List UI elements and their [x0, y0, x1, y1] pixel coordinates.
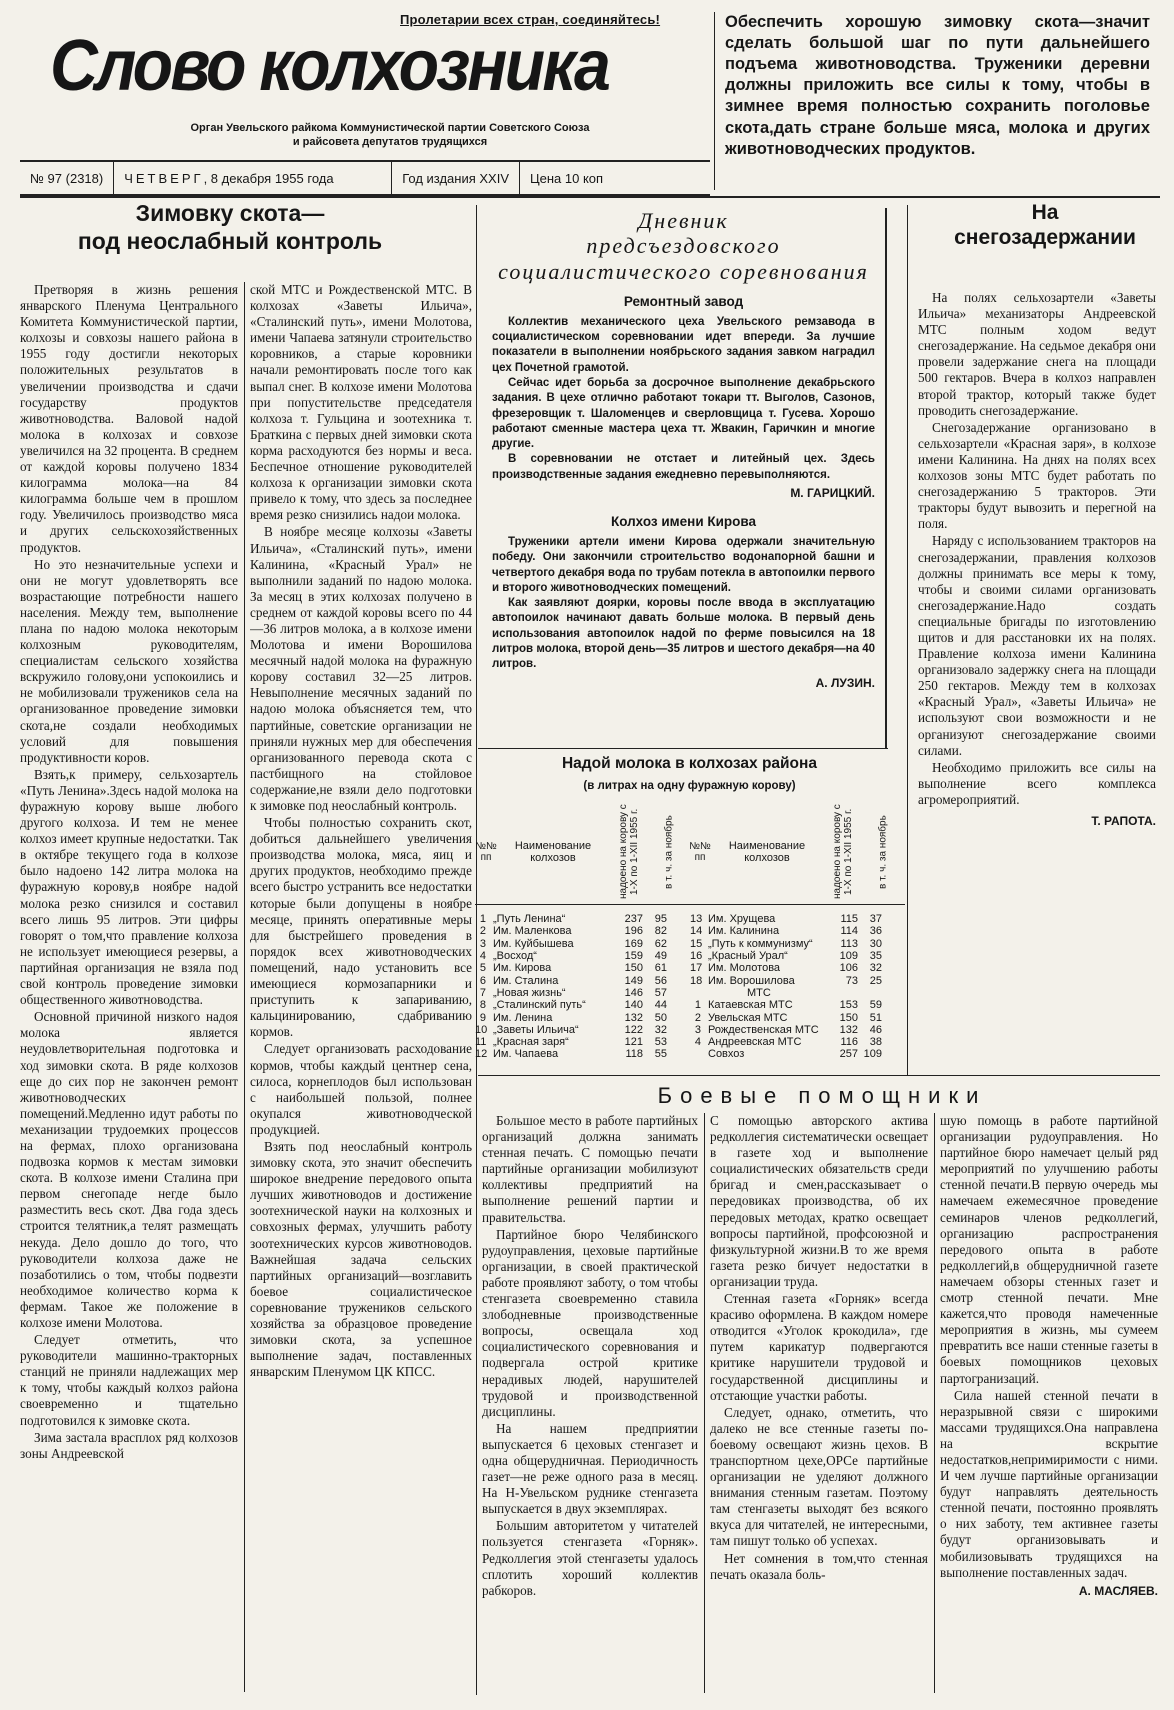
bottom-section-rule [478, 1075, 1160, 1076]
table-row [475, 1036, 690, 1048]
table-row [690, 925, 905, 937]
diary-bottom-rule [478, 748, 888, 749]
row-number [730, 987, 743, 999]
paragraph: Партийное бюро Челябинского рудоуправления, цеховые партийные организации, в своей практической работе проявляют заботу, о том чтобы стенгазета своевременно ставила злободневные производственные вопросы, освещала ход социалистического соревнования и подвергала острой критике нерадивых людей, нарушителей трудовой и производственной дисциплины. [482, 1226, 698, 1419]
header-total: надоено на корову с 1-Х по 1-ХII 1955 г. [618, 804, 640, 900]
organ-line [130, 122, 650, 150]
row-number: 7 [479, 986, 486, 999]
paragraph: Снегозадержание организовано в сельхозартели «Красная заря», в колхозе имени Калинина. На днях на полях всех колхозов зоны МТС будет работать по снегозадержанию 5 тракторов. Эти тракторы будут вывозить и перегной на поля. [918, 419, 1156, 532]
header-name: Наименование колхозов [728, 839, 806, 864]
row-name: Совхоз [708, 1048, 745, 1061]
row-number: 12 [475, 1048, 488, 1061]
table-row [475, 913, 690, 925]
row-number: 13 [690, 913, 703, 925]
issue-price: Цена 10 коп [530, 170, 604, 186]
row-total: 153 [839, 999, 858, 1012]
row-number: 6 [479, 974, 486, 987]
paragraph: Сейчас идет борьба за досрочное выполнение декабрьского задания. В цехе отлично работают токари тт. Выголов, Сазонов, фрезеровщик т. Шаломенцев и сверловщица т. Гусева. Хорошо работают сменные мастера цеха тт. Жвакин, Гаричкин и многие другие. [492, 377, 875, 451]
row-number: 10 [475, 1023, 488, 1036]
left-headline-line-1: Зимовку скота— [135, 200, 325, 226]
row-name: Им. Кирова [493, 962, 552, 975]
issue-day: ЧЕТВЕРГ [124, 170, 204, 186]
table-row [475, 950, 690, 962]
paragraph: Зима застала врасплох ряд колхозов зоны Андреевской [20, 1429, 238, 1461]
table-row [690, 1048, 905, 1060]
row-number: 17 [690, 962, 703, 975]
issue-info-bar [20, 160, 710, 196]
row-november: 95 [654, 913, 667, 925]
paragraph: Чтобы полностью сохранить скот, добиться дальнейшего увеличения производства молока, мяса, яиц и других продуктов, необходимо прежде всего быстро устранить все недостатки которые были допущены в ноябре месяце, принять оперативные меры для быстрейшего проведения в порядок всех животноводческих помещений, надо установить все имеющиеся кормозапарники и приступить к запариванию, кальцинированию, сдабриванию кормов. [250, 815, 472, 1040]
row-total: 115 [840, 913, 858, 925]
row-november: 38 [869, 1036, 882, 1049]
bottom-article-signature: А. МАСЛЯЕВ. [1078, 1583, 1158, 1598]
diary-signature: А. ЛУЗИН. [815, 675, 875, 690]
row-number: 2 [694, 1011, 701, 1024]
row-november [883, 987, 905, 999]
row-number: 5 [479, 962, 486, 975]
table-row [475, 1012, 690, 1024]
paragraph: Взять,к примеру, сельхозартель «Путь Ленина».Здесь надой молока на фуражную корову выше любого другого колхоза. И тем не менее колхоз имеет крупные недостатки. Так в октябре текущего года в колхозе было надоено 142 литра молока на фуражную корову,в ноябре надой молока резко снизился и составил всего лишь 95 литров. Эти цифры говорят о том,что правление колхоза не использует имеющиеся резервы, а партийная организация не взяла под свой контроль проведение зимовки общественного животноводства. [20, 766, 238, 1008]
row-name: Им. Калинина [708, 925, 780, 938]
table-row [475, 975, 690, 987]
paragraph: Сила нашей стенной печати в неразрывной связи с широкими массами трудящихся.Она направлена на вскрытие недостатков,непримиримости с ними. И чем лучше партийные организации будут направлять деятельность стенной печати, постоянно проявлять о них заботу, тем активнее газеты будут организовывать и мобилизовывать трудящихся на выполнение поставленных задач. [940, 1387, 1158, 1580]
table-row [475, 999, 690, 1011]
row-name: Им. Молотова [708, 962, 781, 975]
bottom-article-col-2 [710, 1113, 928, 1693]
table-row [475, 987, 690, 999]
right-article-col [918, 290, 1156, 1050]
row-name: Увельская МТС [708, 1011, 788, 1024]
bottom-article-col-1 [482, 1113, 698, 1693]
row-total: 114 [840, 925, 858, 938]
header-num: №№ пп [689, 841, 711, 863]
row-name: Рождественская МТС [708, 1023, 819, 1036]
row-total: 116 [840, 1036, 858, 1049]
paragraph: С помощью авторского актива редколлегия систематически освещает в газете ход и выполнение социалистических обязательств среди бригад и смен,рассказывает о передовиках производства, об их передовых методах, кратко освещает вопросы партийной, профсоюзной и физкультурной жизни.В то же время газета резко бичует недостатки в организации труда. [710, 1113, 928, 1289]
table-row [690, 913, 905, 925]
row-november: 49 [654, 949, 667, 962]
header-num: №№ пп [475, 841, 497, 863]
row-november: 32 [654, 1023, 667, 1036]
paragraph: Наряду с использованием тракторов на снегозадержании, правления колхозов должны принимать все меры к тому, чтобы и своими силами организовать снегозадержание.Надо создать специальные бригады по изготовлению щитов и для расстановки их на полях. Правление колхоза имени Калинина организовало задержку снега на площади 250 гектаров. Между тем в колхозах «Красный Урал», «Заветы Ильича» не используют свои возможности и не организуют снегозадержание своими силами. [918, 533, 1156, 758]
row-name: „Заветы Ильича“ [493, 1023, 579, 1036]
row-total: 122 [624, 1023, 643, 1036]
table-row [690, 1036, 905, 1048]
row-november: 25 [869, 974, 882, 987]
diary-title [482, 208, 885, 284]
issue-date-text: , 8 декабря 1955 года [203, 170, 334, 186]
row-name: Им. Ворошилова [708, 974, 795, 987]
row-number: 2 [479, 925, 486, 938]
row-name: Им. Куйбышева [493, 937, 574, 950]
row-name: „Путь Ленина“ [493, 913, 566, 925]
left-article-headline [30, 200, 430, 255]
table-row [475, 938, 690, 950]
row-name: „Красная заря“ [493, 1036, 569, 1049]
paragraph: Как заявляют доярки, коровы после ввода в эксплуатацию автопоилок начинают давать больше молока. В первый день использования автопоилок надой по ферме повысился на 18 литров молока, второй день—35 литров и шестого декабря—на 40 литров. [492, 597, 875, 671]
masthead-divider [714, 12, 715, 190]
table-row [690, 938, 905, 950]
row-november: 56 [654, 974, 667, 987]
row-november: 44 [654, 999, 667, 1012]
paragraph: Взять под неослабный контроль зимовку скота, это значит обеспечить широкое внедрение передового опыта лучших животноводов и достижение зоотехнической науки на колхозных и совхозных фермах, улучшить работу зоотехнических курсов животноводов. Важнейшая задача сельских партийных организаций—возглавить боевое социалистическое соревнование тружеников сельского хозяйства за образцовое проведение зимовки скота, за успешное выполнение задач, поставленных январским Пленумом ЦК КПСС. [250, 1138, 472, 1380]
paragraph: Основной причиной низкого надоя молока является неудовлетворительная подготовка и ход зимовки скота. В ряде колхозов еще до сих пор не закончен ремонт животноводческих помещений.Медленно идут работы по механизации трудоемких процессов на фермах, плохо организована подвозка кормов к местам зимовки скота. В колхозе имени Сталина при первом снегопаде негде было разместить весь скот. Два года здесь строится телятник,а телят размещать некуда. Дело дошло до того, что руководители колхоза даже не позаботились о том, чтобы подвезти необходимое количество корма к фермам. Такое же положение в колхозе имени Молотова. [20, 1009, 238, 1330]
row-total: 150 [624, 962, 643, 975]
row-total: 140 [624, 999, 643, 1012]
row-total: 118 [625, 1048, 643, 1061]
top-note: Обеспечить хорошую зимовку скота—значит сделать большой шаг по пути дальнейшего подъема животноводства. Труженики деревни должны приложить все силы к тому, чтобы в зимнее время полностью сохранить поголовье скота,дать стране больше мяса, молока и других животноводческих продуктов. [725, 13, 1150, 158]
diary-signature: М. ГАРИЦКИЙ. [790, 485, 875, 500]
row-november: 62 [654, 937, 667, 950]
row-november: 30 [869, 937, 882, 950]
left-article-col-1 [20, 282, 238, 1692]
row-november: 53 [654, 1036, 667, 1049]
table-row [475, 962, 690, 974]
paragraph: Коллектив механического цеха Увельского ремзавода в социалистическом соревновании идет впереди. За лучшие показатели в выполнении ноябрьского задания завком наградил цех Почетной грамотой. [492, 315, 875, 374]
row-name: Андреевская МТС [708, 1036, 802, 1049]
row-number: 15 [690, 937, 703, 950]
left-headline-line-2: под неослабный контроль [77, 227, 383, 254]
table-row [690, 1024, 905, 1036]
row-number: 3 [694, 1023, 701, 1036]
row-number: 1 [479, 913, 486, 925]
paragraph: Следует организовать расходование кормов, чтобы каждый центнер сена, силоса, корнеплодов был использован с наибольшей пользой, полнее окупался животноводческой продукцией. [250, 1041, 472, 1137]
bottom-article-headline: Боевые помощники [657, 1083, 987, 1108]
row-number: 3 [479, 937, 486, 950]
row-total: 132 [839, 1023, 858, 1036]
row-november: 35 [869, 949, 882, 962]
milk-table-title: Надой молока в колхозах района [561, 755, 818, 772]
organ-line-2: и райсовета депутатов трудящихся [292, 135, 488, 148]
table-row [690, 987, 905, 999]
row-total [856, 987, 883, 999]
diary-title-line-2: предсъездовского [586, 233, 781, 259]
header-total: надоено на корову с 1-Х по 1-ХII 1955 г. [832, 804, 854, 900]
table-row [690, 962, 905, 974]
paragraph: Стенная газета «Горняк» всегда красиво оформлена. В каждом номере отводится «Уголок крокодила», где путем карикатур подвергаются критике нарушители трудовой и государственной дисциплины и отстающие участки работы. [710, 1291, 928, 1403]
column-divider [704, 1113, 705, 1693]
table-row [690, 999, 905, 1011]
row-number: 8 [479, 999, 486, 1012]
row-name: „Красный Урал“ [708, 949, 788, 962]
row-total: 149 [624, 974, 643, 987]
diary-section-title: Ремонтный завод [623, 293, 744, 309]
row-number: 16 [690, 949, 703, 962]
paragraph: Следует отметить, что руководители машинно-тракторных станций не приняли надлежащих мер к тому, чтобы каждый колхоз района своевременно и тщательно подготовился к зимовке скота. [20, 1332, 238, 1428]
paragraph: Но это незначительные успехи и они не могут удовлетворять все возрастающие потребности нашего населения. Между тем, выполнение плана по надою молока некоторым колхозным руководителям, специалистам сельского хозяйства вскружило голову,они успокоились и не мобилизовали тружеников села на организованное проведение зимовки скота,не создали необходимых условий для повышения продуктивности коров. [20, 556, 238, 765]
right-article-signature: Т. РАПОТА. [1091, 814, 1156, 828]
column-divider [244, 282, 245, 1692]
newspaper-title: Слово колхозника [50, 26, 609, 106]
milk-table [475, 800, 905, 1061]
row-name: Им. Маленкова [493, 925, 572, 938]
bottom-article-col-3 [940, 1113, 1158, 1693]
row-number: 4 [479, 949, 486, 962]
paragraph: В ноябре месяце колхозы «Заветы Ильича», «Сталинский путь», имени Калинина, «Красный Урал» не выполнили заданий по надою молока. За месяц в этих колхозах получено в среднем от каждой коровы всего по 44—36 литров молока, а в колхозе имени Молотова и имени Ворошилова месячный надой молока на фуражную корову составил 32—25 литров. Невыполнение месячных заданий по надою молока объясняется тем, что партийные, советские организации не приняли нужных мер для обеспечения организованного перевода скота с пастбищного на стойловое содержание,не взяли дело подготовки к зимовке под неослабный контроль. [250, 524, 472, 813]
issue-date [114, 162, 392, 194]
issue-year: Год издания XXIV [392, 162, 520, 194]
table-row [690, 1012, 905, 1024]
milk-table-body [475, 905, 905, 1061]
row-name: Катаевская МТС [708, 999, 793, 1012]
masthead [20, 10, 710, 195]
milk-table-right-half [690, 913, 905, 1061]
paragraph: ской МТС и Рождественской МТС. В колхозах «Заветы Ильича», «Сталинский путь», имени Молотова, имени Чапаева затянули строительство коровников, а старые коровники начали ремонтировать после того как выпал снег. В колхозе имени Молотова при попустительстве председателя колхоза т. Гульцина и зоотехника т. Браткина с первых дней зимовки скота корма расходуются без нормы и веса. Беспечное отношение руководителей колхоза к организации зимовки скота привело к тому, что здесь за последнее время резко снизились надои молока. [250, 282, 472, 523]
row-name: Им. Чапаева [493, 1048, 559, 1061]
row-november: 61 [654, 962, 667, 975]
row-number: 1 [694, 999, 701, 1012]
row-november: 32 [869, 962, 882, 975]
row-number [690, 1048, 704, 1060]
row-total: 113 [840, 937, 858, 950]
row-total: 73 [845, 974, 858, 987]
paragraph: Труженики артели имени Кирова одержали значительную победу. Они закончили строительство водонапорной башни и четвертого декабря вода по трубам потекла в автопоилки первого и второго животноводческих помещений. [492, 535, 875, 594]
row-total: 132 [624, 1011, 643, 1024]
row-november: 109 [863, 1048, 882, 1061]
paragraph: Нет сомнения в том,что стенная печать оказала боль- [710, 1550, 928, 1582]
paragraph: На нашем предприятии выпускается 6 цеховых стенгазет и одна общерудничная. Периодичность газет—не реже одного раза в месяц. На Н-Увельском руднике стенгазета выпускается в двух экземплярах. [482, 1420, 698, 1517]
row-total: 121 [624, 1036, 643, 1049]
table-row [690, 950, 905, 962]
paragraph: шую помощь в работе партийной организации рудоуправления. Но партийное бюро намечает целый ряд мероприятий по улучшению работы стенной печати.В первую очередь мы намечаем ежемесячное проведение семинаров членов редколлегий, организацию распространения передового опыта в работе редколлегий,в общерудничной газете намечаем обзоры стенных газет и смотр стенной печати. Мне кажется,что проводя намеченные мероприятия в жизнь, мы сумеем превратить все наши стенные газеты в боевых помощников цеховых партогранизаций. [940, 1113, 1158, 1386]
left-article-col-2 [250, 282, 472, 1692]
header-name: Наименование колхозов [514, 839, 592, 864]
slogan: Пролетарии всех стран, соединяйтесь! [400, 12, 661, 27]
paragraph: Необходимо приложить все силы на выполнение всего комплекса агромероприятий. [918, 759, 1156, 807]
table-row [475, 1048, 690, 1060]
row-total: 150 [839, 1011, 858, 1024]
table-row [475, 1024, 690, 1036]
row-total: 109 [839, 949, 858, 962]
diary-section-text [482, 315, 885, 483]
row-total: 146 [624, 986, 643, 999]
paragraph: На полях сельхозартели «Заветы Ильича» механизаторы Андреевской МТС полным ходом ведут снегозадержание. На седьмое декабря они провели задержание снега на площади 500 гектаров. Вчера в колхоз направлен второй трактор, который также будет проводить снегозадержание. [918, 290, 1156, 418]
row-number: 14 [690, 925, 703, 938]
row-number: 9 [479, 1011, 486, 1024]
row-total: 169 [624, 937, 643, 950]
diary-section-title: Колхоз имени Кирова [610, 513, 757, 529]
diary-title-line-3: социалистического соревнования [498, 258, 869, 284]
row-november: 50 [654, 1011, 667, 1024]
row-total: 196 [624, 925, 643, 938]
table-row [690, 975, 905, 987]
row-name: Им. Ленина [493, 1011, 553, 1024]
right-headline-line-2: снегозадержании [954, 226, 1136, 250]
paragraph: Претворяя в жизнь решения январского Пленума Центрального Комитета Коммунистической партии, колхозы и совхозы нашего района в 1955 году достигли некоторых положительных результатов в увеличении производства и сдачи государству продуктов животноводства. Валовой надой молока в колхозах и совхозе увеличился на 32 процента. В среднем от каждой коровы получено 1834 килограмма молока—на 84 килограмма больше чем в прошлом году. Увеличилось производство мяса и других сельскохозяйственных продуктов. [20, 282, 238, 555]
column-divider [907, 205, 908, 1075]
milk-table-left-half [475, 913, 690, 1061]
milk-table-subtitle: (в литрах на одну фуражную корову) [583, 780, 796, 792]
issue-number: № 97 (2318) [20, 162, 114, 194]
row-november: 59 [869, 999, 882, 1012]
row-november: 36 [869, 925, 882, 938]
header-november: в т. ч. за ноябрь [663, 815, 675, 889]
masthead-rule [20, 196, 1160, 198]
table-row [475, 925, 690, 937]
paragraph: Большое место в работе партийных организаций должна занимать стенная печать. С помощью печати партийные организации мобилизуют коллективы предприятий на выполнение решений партии и правительства. [482, 1113, 698, 1225]
row-name: „Сталинский путь“ [493, 999, 586, 1012]
column-divider [934, 1113, 935, 1693]
row-name: „Новая жизнь“ [493, 986, 566, 999]
row-name: „Восход“ [493, 949, 537, 962]
right-article-headline [935, 200, 1155, 250]
row-number: 11 [475, 1036, 487, 1049]
row-november: 51 [869, 1011, 882, 1024]
row-name: „Путь к коммунизму“ [708, 937, 813, 950]
row-name: МТС [746, 986, 771, 999]
row-name: Им. Хрущева [708, 913, 776, 925]
paragraph: Большим авторитетом у читателей пользуется стенгазета «Горняк». Редколлегия этой стенгазеты удалось сплотить хороший коллектив рабкоров. [482, 1518, 698, 1598]
row-total: 159 [624, 949, 643, 962]
header-november: в т. ч. за ноябрь [877, 815, 889, 889]
row-november: 82 [654, 925, 667, 938]
row-november: 57 [654, 986, 667, 999]
organ-line-1: Орган Увельского райкома Коммунистической партии Советского Союза [190, 122, 590, 134]
right-headline-line-1: На [1031, 201, 1059, 224]
row-total: 257 [839, 1048, 858, 1061]
milk-table-header [475, 800, 905, 905]
row-november: 55 [654, 1048, 667, 1061]
paragraph: В соревновании не отстает и литейный цех. Здесь производственные задания ежедневно перевыполняются. [492, 453, 875, 481]
row-name: Им. Сталина [493, 974, 559, 987]
row-number: 18 [690, 974, 703, 987]
row-november: 37 [869, 913, 882, 925]
row-number: 4 [694, 1036, 701, 1049]
row-total: 106 [839, 962, 858, 975]
row-november: 46 [869, 1023, 882, 1036]
competition-diary [482, 208, 887, 748]
row-total: 237 [624, 913, 643, 925]
diary-section-text [482, 535, 885, 673]
diary-title-line-1: Дневник [638, 208, 729, 233]
paragraph: Следует, однако, отметить, что далеко не все стенные газеты по-боевому освещают жизнь цехов. В транспортном цехе,ОРСе партийные организации не уделяют должного внимания стенным газетам. Поэтому там стенгазеты выходят без всякого вкуса для читателей, не интересными, там пишут только об успехах. [710, 1404, 928, 1549]
